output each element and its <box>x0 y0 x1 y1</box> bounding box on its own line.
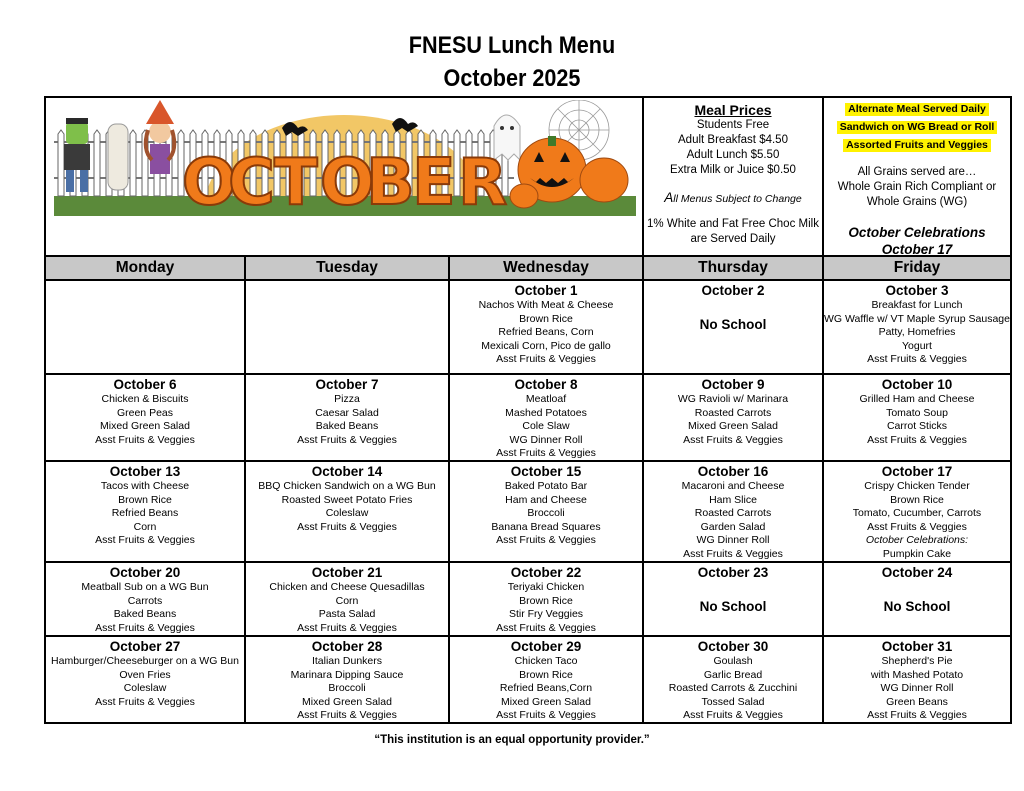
menu-item: Nachos With Meat & Cheese <box>478 299 614 311</box>
menu-item: Asst Fruits & Veggies <box>496 621 596 634</box>
day-cell <box>824 462 1010 561</box>
menu-item: Meatloaf <box>525 393 567 405</box>
menu-item: Asst Fruits & Veggies <box>496 447 596 460</box>
menu-item: Refried Beans, Corn <box>498 326 594 339</box>
day-date: October 16 <box>697 464 769 479</box>
day-date: October 23 <box>697 565 769 580</box>
day-date: October 10 <box>881 377 953 392</box>
divider <box>46 561 1010 563</box>
day-cell <box>450 462 642 561</box>
menu-item: Asst Fruits & Veggies <box>867 433 967 446</box>
menu-title: FNESU Lunch Menu <box>408 32 616 59</box>
day-cell <box>46 462 244 561</box>
menu-item: Baked Potato Bar <box>504 480 588 492</box>
menu-item: Chicken Taco <box>514 655 578 667</box>
celebrations-date: October 17 <box>881 242 953 255</box>
menu-item: Asst Fruits & Veggies <box>683 433 783 446</box>
menu-item: Marinara Dipping Sauce <box>290 668 404 681</box>
banner-letter: O <box>182 146 237 216</box>
october-banner-image <box>54 100 636 216</box>
divider <box>46 373 1010 375</box>
day-header-tuesday: Tuesday <box>246 257 448 279</box>
meal-prices-panel <box>644 98 822 255</box>
menu-item: Brown Rice <box>519 594 573 607</box>
menu-item: Asst Fruits & Veggies <box>297 709 397 722</box>
day-cell <box>246 375 448 460</box>
day-date: October 22 <box>510 565 582 580</box>
day-date: October 6 <box>113 377 177 392</box>
menu-item: Asst Fruits & Veggies <box>95 534 195 547</box>
divider <box>244 257 246 722</box>
menu-item: Asst Fruits & Veggies <box>867 353 967 366</box>
menu-item: Tomato Soup <box>886 406 948 419</box>
day-header-monday: Monday <box>46 257 244 279</box>
alternate-meal-line2: Sandwich on WG Bread or Roll <box>837 121 998 134</box>
milk-note-line2: are Served Daily <box>690 233 776 245</box>
price-adult-breakfast: Adult Breakfast $4.50 <box>678 134 788 146</box>
banner-letter: R <box>458 146 508 216</box>
menu-item: Roasted Carrots <box>694 507 772 520</box>
menu-item: Roasted Carrots <box>694 406 772 419</box>
menu-item: Mixed Green Salad <box>688 420 778 433</box>
menu-item: Breakfast for Lunch <box>871 299 963 311</box>
price-students: Students Free <box>696 119 770 131</box>
day-cell <box>824 637 1010 722</box>
menu-item: Ham and Cheese <box>505 493 587 506</box>
day-cell <box>46 281 244 373</box>
menu-item: Tacos with Cheese <box>100 480 190 492</box>
menu-item: Refried Beans <box>111 507 179 520</box>
menu-item: Crispy Chicken Tender <box>864 480 970 492</box>
no-school-label: No School <box>699 599 767 614</box>
fence-picket <box>94 130 100 196</box>
day-cell <box>450 375 642 460</box>
menu-item: Asst Fruits & Veggies <box>496 709 596 722</box>
menu-change-note-initial: A <box>664 190 674 205</box>
menu-item: October Celebrations: <box>865 534 969 547</box>
menu-item: Banana Bread Squares <box>491 520 601 533</box>
menu-item: Chicken & Biscuits <box>101 393 189 405</box>
menu-item: Garlic Bread <box>703 668 763 681</box>
day-header-wednesday: Wednesday <box>450 257 642 279</box>
menu-item: Baked Beans <box>113 608 177 621</box>
menu-item: Asst Fruits & Veggies <box>297 621 397 634</box>
day-cell <box>824 281 1010 373</box>
no-school-label: No School <box>699 317 767 332</box>
price-adult-lunch: Adult Lunch $5.50 <box>686 149 780 161</box>
day-date: October 1 <box>514 283 578 298</box>
menu-item: Asst Fruits & Veggies <box>95 695 195 708</box>
menu-item: Asst Fruits & Veggies <box>95 621 195 634</box>
menu-item: Asst Fruits & Veggies <box>683 547 783 560</box>
menu-item: Roasted Sweet Potato Fries <box>281 493 413 506</box>
menu-item: Mixed Green Salad <box>501 695 591 708</box>
menu-item: Goulash <box>713 655 753 667</box>
celebrations-heading: October Celebrations <box>848 225 986 240</box>
banner-letter: C <box>228 146 275 216</box>
banner-letter: O <box>320 146 375 216</box>
day-cell <box>46 375 244 460</box>
divider <box>822 98 824 722</box>
alternate-meal-line1: Alternate Meal Served Daily <box>845 103 989 116</box>
day-cell <box>644 462 822 561</box>
menu-item: Ham Slice <box>709 493 757 506</box>
menu-item: Carrot Sticks <box>886 420 948 433</box>
day-date: October 13 <box>109 464 181 479</box>
menu-item: WG Dinner Roll <box>509 433 583 446</box>
meal-prices-heading: Meal Prices <box>694 102 772 118</box>
menu-month: October 2025 <box>443 65 581 92</box>
menu-item: WG Dinner Roll <box>880 682 954 695</box>
menu-item: WG Waffle w/ VT Maple Syrup Sausage <box>824 312 1010 325</box>
day-cell <box>824 563 1010 635</box>
menu-item: Asst Fruits & Veggies <box>297 433 397 446</box>
menu-item: Yogurt <box>902 339 932 352</box>
day-cell <box>450 637 642 722</box>
fence-picket <box>130 130 136 196</box>
day-cell <box>824 375 1010 460</box>
menu-item: Asst Fruits & Veggies <box>683 709 783 722</box>
day-date: October 17 <box>881 464 953 479</box>
day-date: October 20 <box>109 565 181 580</box>
divider <box>46 635 1010 637</box>
menu-item: WG Dinner Roll <box>696 534 770 547</box>
menu-item: Tossed Salad <box>701 695 765 708</box>
menu-item: Brown Rice <box>519 312 573 325</box>
menu-item: Pumpkin Cake <box>882 547 952 560</box>
divider <box>46 460 1010 462</box>
menu-item: Teriyaki Chicken <box>507 581 585 593</box>
fence-picket <box>58 130 64 196</box>
day-cell <box>644 563 822 635</box>
menu-item: Meatball Sub on a WG Bun <box>81 581 209 593</box>
day-cell <box>246 563 448 635</box>
day-date: October 3 <box>885 283 949 298</box>
menu-item: Hamburger/Cheeseburger on a WG Bun <box>51 655 239 667</box>
alternate-meal-line3: Assorted Fruits and Veggies <box>843 139 991 152</box>
day-cell <box>644 375 822 460</box>
menu-item: Shepherd's Pie <box>881 655 953 667</box>
menu-item: Tomato, Cucumber, Carrots <box>852 507 982 520</box>
day-cell <box>246 462 448 561</box>
day-date: October 8 <box>514 377 578 392</box>
menu-item: Asst Fruits & Veggies <box>297 520 397 533</box>
banner-letter: B <box>366 146 415 216</box>
grains-line3: Whole Grains (WG) <box>866 196 968 208</box>
day-date: October 21 <box>311 565 383 580</box>
menu-item: Italian Dunkers <box>311 655 383 667</box>
menu-item: Green Peas <box>116 406 174 419</box>
menu-item: Asst Fruits & Veggies <box>496 534 596 547</box>
menu-item: Asst Fruits & Veggies <box>95 433 195 446</box>
banner-letter: E <box>412 146 456 216</box>
menu-item: Mixed Green Salad <box>302 695 392 708</box>
menu-item: BBQ Chicken Sandwich on a WG Bun <box>258 480 436 492</box>
menu-item: Carrots <box>127 594 163 607</box>
menu-item: Mexicali Corn, Pico de gallo <box>481 339 611 352</box>
menu-item: Macaroni and Cheese <box>681 480 785 492</box>
divider <box>46 279 1010 281</box>
day-header-friday: Friday <box>824 257 1010 279</box>
menu-item: Brown Rice <box>890 493 944 506</box>
menu-item: with Mashed Potato <box>870 668 964 681</box>
price-extra-milk: Extra Milk or Juice $0.50 <box>670 164 796 176</box>
menu-change-note-text: ll Menus Subject to Change <box>673 193 802 205</box>
menu-item: Brown Rice <box>519 668 573 681</box>
menu-item: Broccoli <box>527 507 565 520</box>
menu-item: Garden Salad <box>700 520 766 533</box>
menu-item: Pizza <box>334 393 360 405</box>
grains-line2: Whole Grain Rich Compliant or <box>837 181 997 193</box>
menu-item: Baked Beans <box>315 420 379 433</box>
day-date: October 27 <box>109 639 181 654</box>
grains-line1: All Grains served are… <box>857 166 977 178</box>
day-header-thursday: Thursday <box>644 257 822 279</box>
menu-item: Coleslaw <box>123 682 167 695</box>
menu-item: Broccoli <box>328 682 366 695</box>
day-cell <box>46 637 244 722</box>
menu-item: Chicken and Cheese Quesadillas <box>269 581 425 593</box>
menu-item: Pasta Salad <box>318 608 376 621</box>
day-cell <box>246 281 448 373</box>
day-date: October 15 <box>510 464 582 479</box>
menu-item: Refried Beans,Corn <box>499 682 593 695</box>
menu-item: Asst Fruits & Veggies <box>496 353 596 366</box>
menu-change-note <box>644 190 822 205</box>
day-cell <box>46 563 244 635</box>
milk-note-line1: 1% White and Fat Free Choc Milk <box>647 218 819 230</box>
alternate-meal-panel <box>824 98 1010 255</box>
menu-item: Caesar Salad <box>315 406 379 419</box>
menu-item: Corn <box>133 520 157 533</box>
menu-item: Patty, Homefries <box>878 326 956 339</box>
divider <box>448 257 450 722</box>
day-date: October 28 <box>311 639 383 654</box>
banner-letter: T <box>274 146 318 216</box>
day-date: October 31 <box>881 639 953 654</box>
day-date: October 30 <box>697 639 769 654</box>
menu-item: Corn <box>335 594 359 607</box>
menu-item: Asst Fruits & Veggies <box>867 520 967 533</box>
day-date: October 29 <box>510 639 582 654</box>
menu-item: Grilled Ham and Cheese <box>859 393 975 405</box>
day-date: October 2 <box>701 283 765 298</box>
menu-item: Oven Fries <box>119 668 171 681</box>
menu-item: Brown Rice <box>118 493 172 506</box>
equal-opportunity-statement: “This institution is an equal opportunity provider.” <box>374 734 650 746</box>
day-date: October 7 <box>315 377 379 392</box>
day-cell <box>246 637 448 722</box>
day-cell <box>450 281 642 373</box>
menu-item: Coleslaw <box>325 507 369 520</box>
menu-item: Mashed Potatoes <box>505 406 587 419</box>
day-date: October 14 <box>311 464 383 479</box>
day-cell <box>644 637 822 722</box>
menu-item: Stir Fry Veggies <box>508 608 584 621</box>
menu-item: Roasted Carrots & Zucchini <box>668 682 798 695</box>
menu-item: Asst Fruits & Veggies <box>867 709 967 722</box>
divider <box>46 255 1010 257</box>
day-date: October 24 <box>881 565 953 580</box>
menu-item: WG Ravioli w/ Marinara <box>677 393 789 405</box>
day-cell <box>644 281 822 373</box>
menu-item: Mixed Green Salad <box>100 420 190 433</box>
menu-item: Cole Slaw <box>522 420 570 433</box>
divider <box>642 98 644 722</box>
menu-item: Green Beans <box>886 695 948 708</box>
day-cell <box>450 563 642 635</box>
day-date: October 9 <box>701 377 765 392</box>
no-school-label: No School <box>883 599 951 614</box>
